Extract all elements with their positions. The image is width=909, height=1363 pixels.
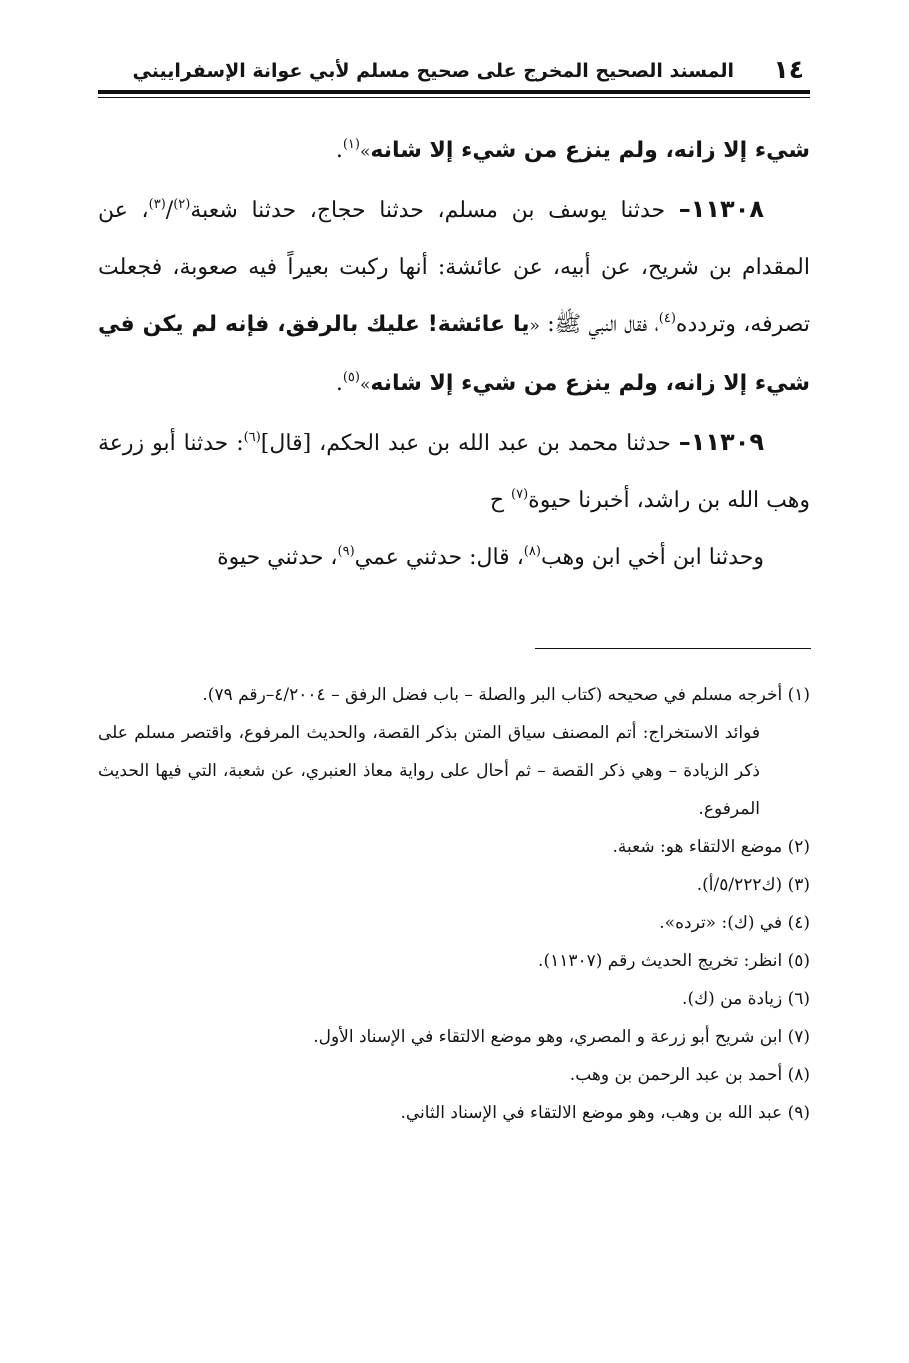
- page-header: [98, 54, 810, 86]
- end-period: .: [335, 371, 343, 396]
- bracket-addition: [قال]: [260, 431, 312, 456]
- narration-1308: ، عن المقدام بن شريح، عن أبيه، عن عائشة: أنها ركبت بعيراً فيه صعوبة، فجعلت تصرفه، وتردده: [98, 198, 810, 337]
- hadith-number-1309: ١١٣٠٩–: [678, 428, 764, 456]
- footnote-7: (٧) ابن شريح أبو زرعة و المصري، وهو موضع الالتقاء في الإسناد الأول.: [313, 1027, 810, 1047]
- footnote-8: (٨) أحمد بن عبد الرحمن بن وهب.: [569, 1065, 810, 1085]
- footnote-ref-3[interactable]: (٣): [148, 197, 166, 212]
- page-number: ١٤: [773, 55, 804, 84]
- continued-hadith-text: شيء إلا زانه، ولم ينزع من شيء إلا شانه: [370, 138, 810, 163]
- main-text: [98, 122, 810, 586]
- footnote-ref-7[interactable]: (٧): [511, 487, 529, 502]
- footnote-1-continuation: فوائد الاستخراج: أتم المصنف سياق المتن بذكر القصة، والحديث المرفوع، واقتصر مسلم على ذكر الزيادة – وهي ذكر القصة – ثم أحال على رواية معاذ العنبري، عن شعبة، التي فيها الحديث المرفوع.: [98, 723, 760, 819]
- footnote-5: (٥) انظر: تخريج الحديث رقم (١١٣٠٧).: [538, 951, 810, 971]
- footnote-ref-8[interactable]: (٨): [523, 544, 541, 559]
- end-period: .: [335, 138, 343, 163]
- footnote-separator: [535, 648, 811, 649]
- footnote-1: (١) أخرجه مسلم في صحيحه (كتاب البر والصلة – باب فضل الرفق – ٤/٢٠٠٤–رقم ٧٩).: [202, 685, 810, 705]
- footnotes: [98, 676, 810, 1132]
- hadith-1308: [98, 181, 810, 414]
- prophet-said: ، فقال النبي ﷺ:: [539, 312, 659, 337]
- second-isnad-c: ، حدثني حيوة: [217, 545, 338, 570]
- footnote-4: (٤) في (ك): «ترده».: [659, 913, 810, 933]
- header-rule-thin: [98, 97, 810, 98]
- continued-hadith-line: [98, 122, 810, 181]
- tahwil-mark: ح: [489, 488, 512, 513]
- hadith-1309: [98, 414, 810, 529]
- footnote-ref-6[interactable]: (٦): [243, 430, 261, 445]
- footnote-6: (٦) زيادة من (ك).: [682, 989, 810, 1009]
- quote-close-mark: »: [359, 375, 371, 395]
- second-isnad-line: [98, 529, 810, 586]
- quote-close-mark: »: [359, 142, 371, 162]
- hadith-quote-1308: يا عائشة! عليك بالرفق، فإنه لم يكن في شيء إلا زانه، ولم ينزع من شيء إلا شانه: [98, 312, 810, 396]
- footnote-9: (٩) عبد الله بن وهب، وهو موضع الالتقاء في الإسناد الثاني.: [400, 1103, 810, 1123]
- footnote-ref-9[interactable]: (٩): [337, 544, 355, 559]
- hadith-number-1308: ١١٣٠٨–: [678, 195, 764, 223]
- footnote-ref-4[interactable]: (٤): [658, 311, 676, 326]
- footnote-ref-1[interactable]: (١): [342, 137, 360, 152]
- footnote-3: (٣) (ك٥/٢٢٢/أ).: [696, 875, 810, 895]
- header-rule-thick: [98, 90, 810, 94]
- quote-open-mark: «: [529, 316, 540, 336]
- running-title: المسند الصحيح المخرج على صحيح مسلم لأبي عوانة الإسفراييني: [132, 60, 734, 82]
- footnote-2: (٢) موضع الالتقاء هو: شعبة.: [612, 837, 810, 857]
- isnad-1308: حدثنا يوسف بن مسلم، حدثنا حجاج، حدثنا شعبة: [190, 198, 679, 223]
- footnote-ref-2[interactable]: (٢): [173, 197, 191, 212]
- second-isnad-a: وحدثنا ابن أخي ابن وهب: [540, 545, 764, 570]
- footnote-ref-5[interactable]: (٥): [342, 370, 360, 385]
- slash: /: [165, 198, 174, 223]
- second-isnad-b: ، قال: حدثني عمي: [354, 545, 524, 570]
- isnad-1309-cont: : حدثنا أبو زرعة وهب الله بن راشد، أخبرنا حيوة: [98, 431, 810, 513]
- isnad-1309: حدثنا محمد بن عبد الله بن عبد الحكم،: [311, 431, 679, 456]
